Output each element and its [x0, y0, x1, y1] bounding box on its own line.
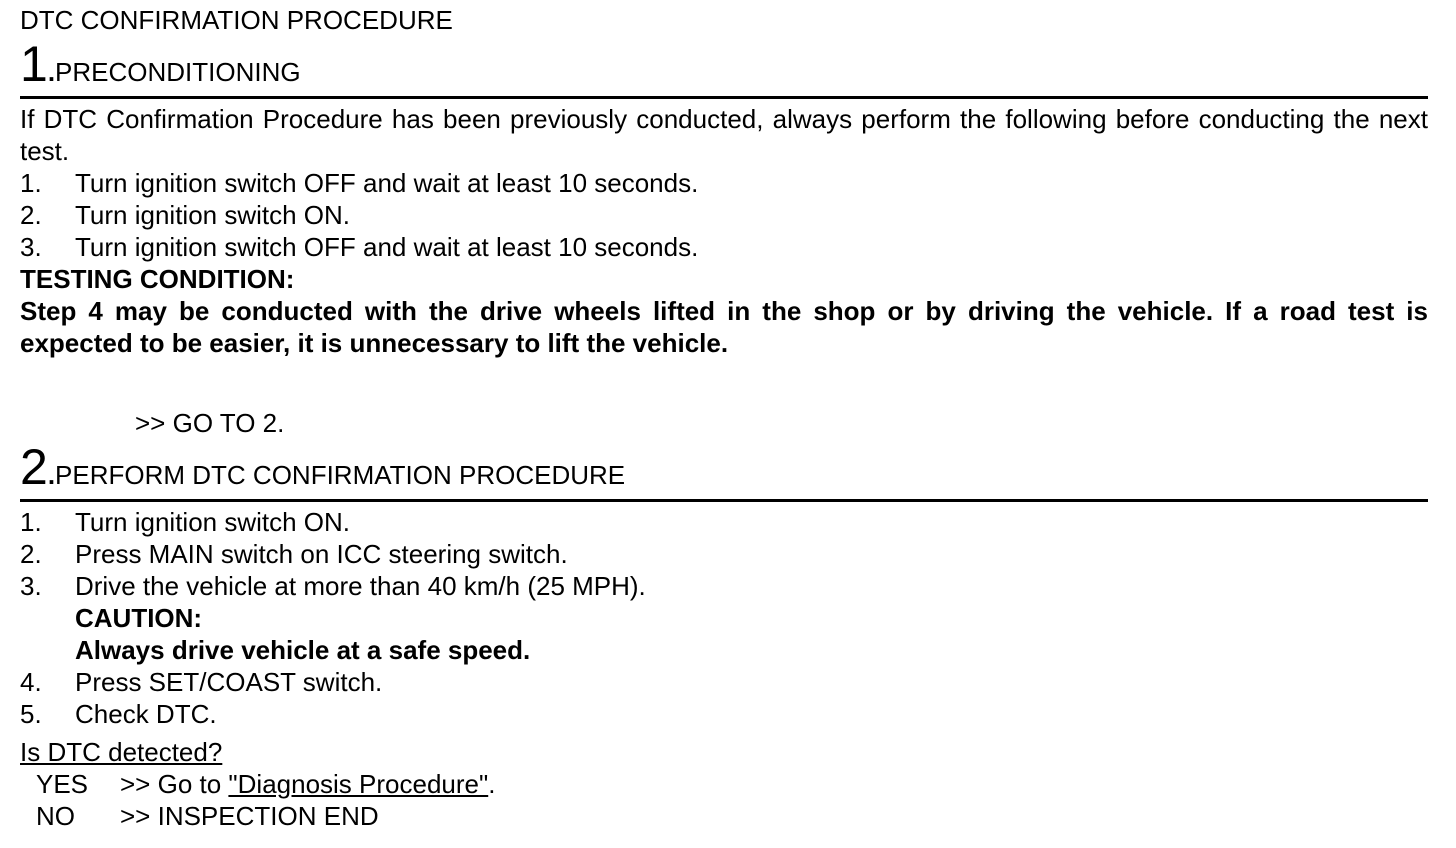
- list-item-text: Turn ignition switch ON.: [75, 200, 351, 230]
- answer-yes-text: [120, 768, 1428, 800]
- step-2-list-item: [20, 698, 1428, 730]
- goto-step-2: >> GO TO 2.: [135, 408, 285, 438]
- answer-no-row: [20, 800, 1428, 832]
- list-item-text: Press SET/COAST switch.: [75, 667, 383, 697]
- list-item-number: 4.: [20, 667, 42, 697]
- step-1-intro: If DTC Confirmation Procedure has been previously conducted, always perform the following before conducting the next test.: [20, 104, 1428, 166]
- testing-condition-text: Step 4 may be conducted with the drive wheels lifted in the shop or by driving the vehicle. If a road test is expected to be easier, it is unnecessary to lift the vehicle.: [20, 296, 1428, 358]
- step-2-number: 2: [20, 439, 48, 495]
- document-page: [20, 4, 1428, 832]
- step-1-number: 1: [20, 36, 48, 92]
- list-item-text: Turn ignition switch OFF and wait at least 10 seconds.: [75, 232, 699, 262]
- step-2-list-item: [20, 506, 1428, 538]
- step-1-dot: .: [47, 57, 56, 87]
- document-title: DTC CONFIRMATION PROCEDURE: [20, 5, 453, 35]
- step-1-list-item: [20, 199, 1428, 231]
- step-2-list-item: [20, 570, 1428, 602]
- caution-text: Always drive vehicle at a safe speed.: [75, 635, 531, 665]
- step-2-list-item: [20, 538, 1428, 570]
- step-2-heading: [20, 439, 1428, 495]
- caution-label: CAUTION:: [75, 603, 203, 633]
- list-item-number: 3.: [20, 232, 42, 262]
- step-1-list-item: [20, 231, 1428, 263]
- list-item-number: 2.: [20, 200, 42, 230]
- diagnosis-procedure-link[interactable]: "Diagnosis Procedure": [228, 769, 489, 799]
- answer-yes-row: [20, 768, 1428, 800]
- answer-yes-prefix: >> Go to: [120, 769, 229, 799]
- step-1-heading: [20, 36, 1428, 92]
- list-item-number: 5.: [20, 699, 42, 729]
- testing-condition-label: TESTING CONDITION:: [20, 264, 295, 294]
- answer-yes-key: YES: [36, 769, 89, 799]
- list-item-text: Turn ignition switch ON.: [75, 507, 351, 537]
- list-item-number: 1.: [20, 507, 42, 537]
- step-2-title: PERFORM DTC CONFIRMATION PROCEDURE: [55, 460, 626, 490]
- spacer: [20, 359, 1428, 407]
- list-item-text: Check DTC.: [75, 699, 217, 729]
- list-item-number: 1.: [20, 168, 42, 198]
- list-item-text: Turn ignition switch OFF and wait at least 10 seconds.: [75, 168, 699, 198]
- list-item-number: 2.: [20, 539, 42, 569]
- answer-yes-suffix: .: [488, 769, 496, 799]
- step-2-list-item: [20, 666, 1428, 698]
- list-item-text: Press MAIN switch on ICC steering switch.: [75, 539, 568, 569]
- step-1-title: PRECONDITIONING: [55, 57, 301, 87]
- answer-no-key: NO: [36, 801, 75, 831]
- step-1-list-item: [20, 167, 1428, 199]
- answer-no-text: >> INSPECTION END: [120, 801, 379, 831]
- step-2-dot: .: [47, 460, 56, 490]
- list-item-number: 3.: [20, 571, 42, 601]
- dtc-question: Is DTC detected?: [20, 737, 223, 767]
- list-item-text: Drive the vehicle at more than 40 km/h (25 MPH).: [75, 571, 646, 601]
